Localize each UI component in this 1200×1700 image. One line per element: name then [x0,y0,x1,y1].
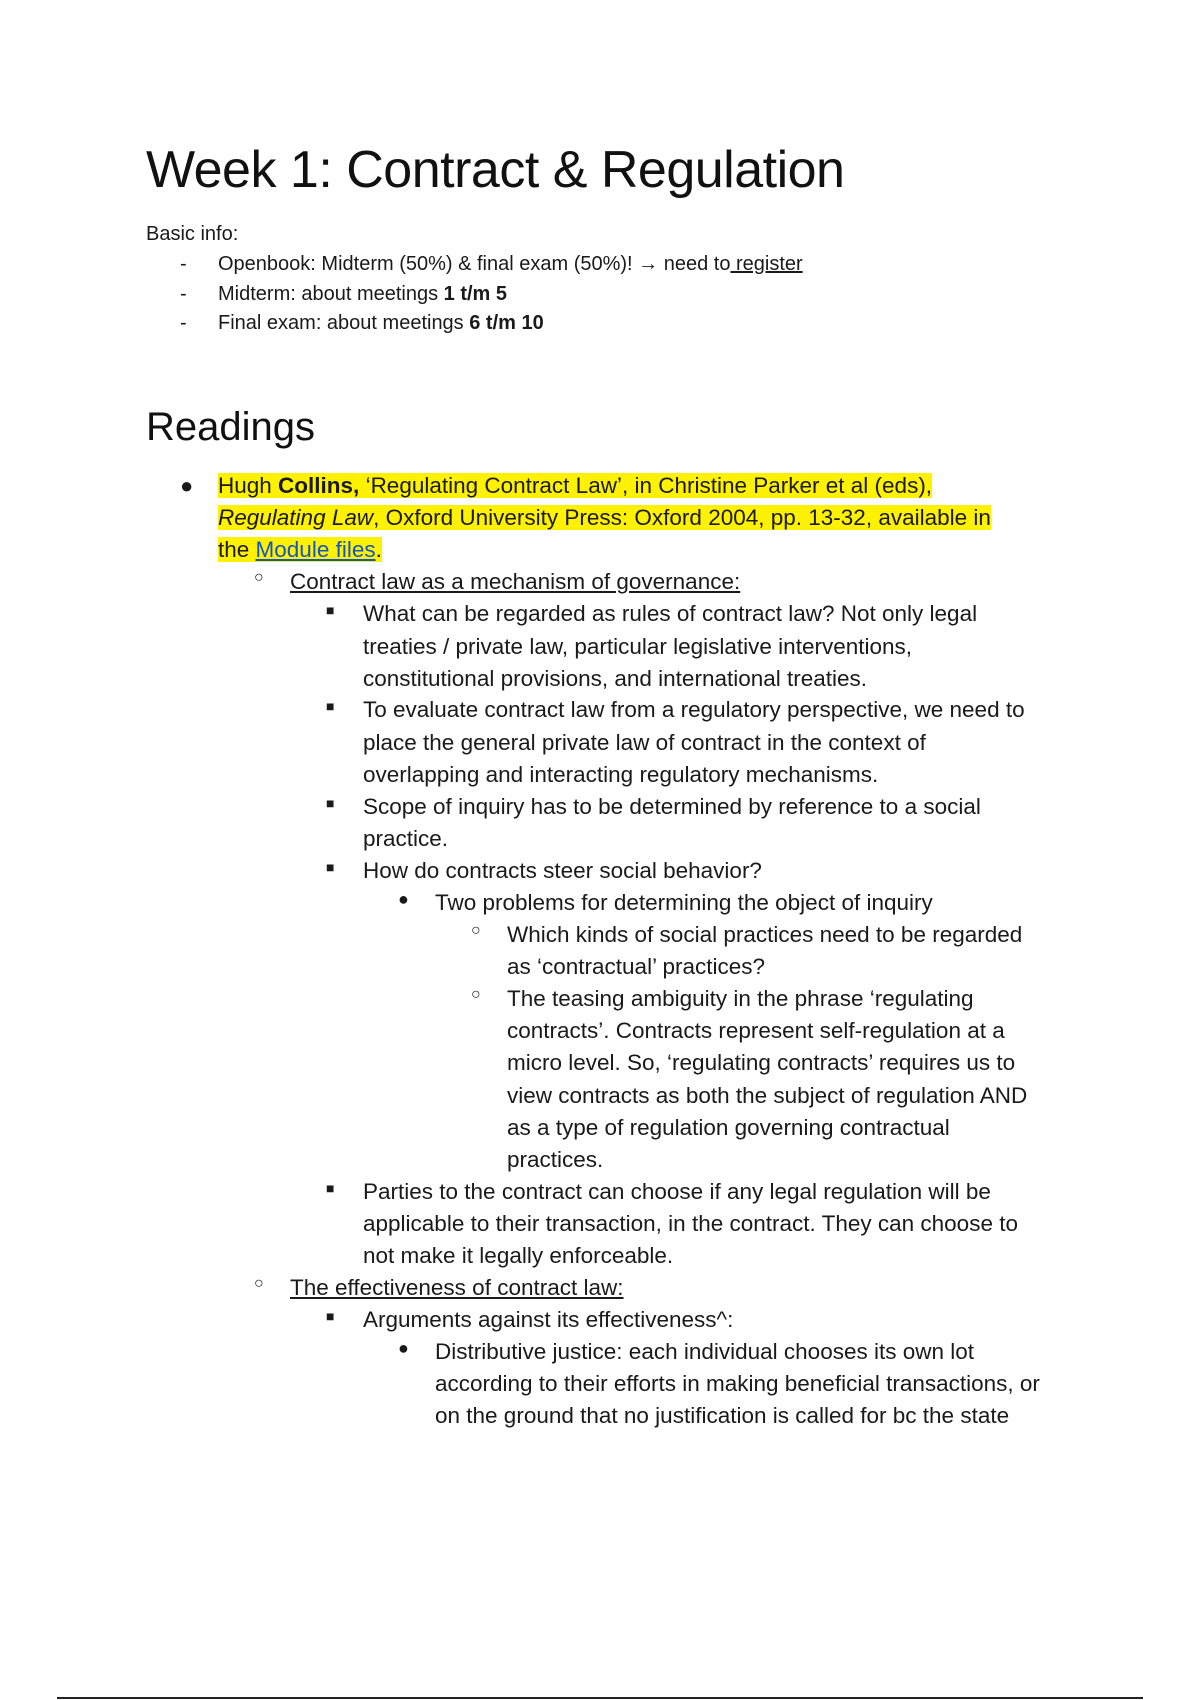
text-line: place the general private law of contract in the context of [363,730,926,755]
text-line: on the ground that no justification is called for bc the state [435,1403,1010,1428]
register-link[interactable]: register [730,253,803,275]
bullet-square-icon: ■ [326,859,335,875]
reference-line-3: the Module files. [218,537,382,562]
dash-bullet: - [180,253,187,275]
text-line: How do contracts steer social behavior? [363,858,762,883]
dash-bullet: - [180,282,187,305]
bullet-square-icon: ■ [326,795,335,811]
reference-line-2: Regulating Law, Oxford University Press: Oxford 2004, pp. 13-32, available in [218,505,991,530]
text-line: The teasing ambiguity in the phrase ‘regulating [507,986,974,1011]
bullet-circle-icon: ○ [471,922,481,939]
basic-info-list [146,250,1096,339]
bullet-square-icon: ■ [326,602,335,618]
text-line: as ‘contractual’ practices? [507,954,766,979]
text-line: constitutional provisions, and international treaties. [363,666,868,691]
text-line: view contracts as both the subject of regulation AND [507,1083,1028,1108]
text-line: Arguments against its effectiveness^: [363,1307,734,1332]
text-line: not make it legally enforceable. [363,1243,674,1268]
text-line: practices. [507,1147,604,1172]
readings-heading: Readings [146,405,316,449]
text-line: contracts’. Contracts represent self-regulation at a [507,1018,1005,1043]
bullet-disc-icon: ● [398,889,409,909]
bullet-disc-icon: ● [180,473,194,498]
bullet-circle-icon: ○ [471,986,481,1003]
section-heading-effectiveness: The effectiveness of contract law: [290,1275,624,1300]
bullet-circle-icon: ○ [254,1275,264,1292]
list-item: - Final exam: about meetings 6 t/m 10 [146,309,1096,339]
list-item: - Midterm: about meetings 1 t/m 5 [146,280,1096,310]
page-bottom-rule [57,1697,1143,1699]
text-line: applicable to their transaction, in the contract. They can choose to [363,1211,1018,1236]
bullet-disc-icon: ● [398,1338,409,1358]
text-line: To evaluate contract law from a regulatory perspective, we need to [363,697,1025,722]
bullet-circle-icon: ○ [254,569,264,586]
text-line: as a type of regulation governing contractual [507,1115,950,1140]
text-line: according to their efforts in making beneficial transactions, or [435,1371,1040,1396]
section-heading-governance: Contract law as a mechanism of governance: [290,569,741,594]
bullet-square-icon: ■ [326,698,335,714]
basic-info-label: Basic info: [146,223,239,245]
text-line: overlapping and interacting regulatory mechanisms. [363,762,879,787]
page-title: Week 1: Contract & Regulation [146,141,845,199]
list-item: - Openbook: Midterm (50%) & final exam (50%)! → need to register [146,250,1096,280]
text-line: What can be regarded as rules of contract law? Not only legal [363,601,978,626]
module-files-link[interactable]: Module files [255,537,376,562]
text-line: Which kinds of social practices need to be regarded [507,922,1023,947]
dash-bullet: - [180,312,187,334]
text-line: Scope of inquiry has to be determined by reference to a social [363,794,981,819]
text-line: treaties / private law, particular legislative interventions, [363,634,913,659]
reference-line-1: Hugh Collins, ‘Regulating Contract Law’, in Christine Parker et al (eds), [218,473,933,498]
bullet-square-icon: ■ [326,1180,335,1196]
text-line: Two problems for determining the object of inquiry [435,890,933,915]
text-line: Parties to the contract can choose if any legal regulation will be [363,1179,991,1204]
text-line: micro level. So, ‘regulating contracts’ requires us to [507,1050,1016,1075]
bullet-square-icon: ■ [326,1308,335,1324]
text-line: practice. [363,826,449,851]
text-line: Distributive justice: each individual chooses its own lot [435,1339,975,1364]
